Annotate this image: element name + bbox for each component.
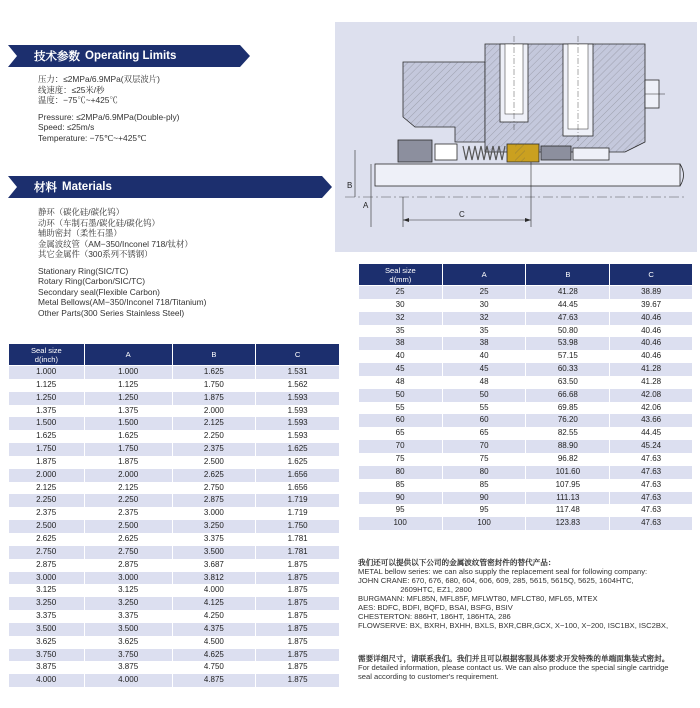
table-cell: 38.89: [610, 286, 693, 299]
table-cell: 76.20: [526, 414, 610, 427]
table-cell: 95: [359, 504, 443, 517]
table-cell: 1.375: [9, 405, 85, 418]
table-cell: 69.85: [526, 402, 610, 415]
table-cell: 1.625: [256, 443, 340, 456]
table-cell: 38: [442, 337, 526, 350]
table-cell: 4.750: [172, 661, 256, 674]
table-row: [359, 479, 693, 492]
table-cell: 1.719: [256, 494, 340, 507]
inch-header-size: Seal size d(inch): [9, 344, 85, 366]
table-cell: 55: [442, 402, 526, 415]
operating-limits-header: [8, 45, 240, 67]
table-row: [359, 286, 693, 299]
table-row: [9, 392, 340, 405]
table-cell: 117.48: [526, 504, 610, 517]
table-cell: 2.500: [84, 520, 172, 533]
replacement-line: JOHN CRANE: 670, 676, 680, 604, 606, 609, 285, 5615, 5615Q, 5625, 1604HTC,: [358, 576, 634, 585]
operating-en-line: Temperature: −75℃~+425℃: [38, 132, 147, 143]
table-cell: 43.66: [610, 414, 693, 427]
table-row: [9, 661, 340, 674]
table-cell: 70: [359, 440, 443, 453]
table-cell: 40.46: [610, 350, 693, 363]
custom-line: 需要详细尺寸，请联系我们。我们并且可以根据客服具体要求开发特殊的单端面集装式密封。: [358, 654, 670, 663]
table-row: [359, 325, 693, 338]
table-row: [9, 494, 340, 507]
table-row: [9, 584, 340, 597]
table-cell: 1.875: [84, 456, 172, 469]
table-cell: 1.875: [256, 597, 340, 610]
table-cell: 47.63: [610, 517, 693, 530]
table-cell: 1.719: [256, 507, 340, 520]
table-cell: 4.250: [172, 610, 256, 623]
table-cell: 1.656: [256, 469, 340, 482]
materials-cn-line: 动环（车制石墨/碳化硅/碳化钨）: [38, 217, 160, 228]
table-cell: 47.63: [610, 466, 693, 479]
replacement-line: BURGMANN: MFL85N, MFL85F, MFLWT80, MFLCT80, MFL65, MTEX: [358, 594, 598, 603]
table-cell: 3.125: [9, 584, 85, 597]
table-cell: 70: [442, 440, 526, 453]
table-cell: 1.250: [9, 392, 85, 405]
header-arrow-icon: [8, 176, 17, 198]
table-row: [9, 533, 340, 546]
materials-en-line: Metal Bellows(AM−350/Inconel 718/Titanium): [38, 297, 207, 307]
stationary-ring: [398, 140, 432, 162]
table-cell: 3.500: [84, 623, 172, 636]
table-cell: 35: [359, 325, 443, 338]
table-cell: 123.83: [526, 517, 610, 530]
table-cell: 1.125: [84, 379, 172, 392]
table-cell: 2.250: [9, 494, 85, 507]
table-cell: 3.875: [9, 661, 85, 674]
inch-header-c: C: [256, 344, 340, 366]
table-cell: 2.875: [84, 559, 172, 572]
table-cell: 41.28: [610, 376, 693, 389]
table-cell: 1.875: [172, 392, 256, 405]
dim-label-c: C: [459, 210, 465, 219]
operating-en-line: Speed: ≤25m/s: [38, 122, 95, 132]
table-cell: 47.63: [610, 492, 693, 505]
table-cell: 1.875: [256, 636, 340, 649]
table-row: [9, 572, 340, 585]
table-cell: 1.250: [84, 392, 172, 405]
table-row: [9, 546, 340, 559]
table-cell: 3.250: [84, 597, 172, 610]
table-cell: 1.593: [256, 430, 340, 443]
materials-cn-line: 辅助密封（柔性石墨）: [38, 228, 122, 238]
operating-title-cn: 技术参数: [34, 51, 80, 63]
materials-text: [38, 207, 206, 318]
table-cell: 3.750: [9, 649, 85, 662]
table-cell: 2.125: [172, 417, 256, 430]
table-row: [359, 440, 693, 453]
table-row: [9, 366, 340, 379]
table-cell: 45: [442, 363, 526, 376]
table-cell: 35: [442, 325, 526, 338]
table-cell: 3.000: [9, 572, 85, 585]
table-cell: 25: [359, 286, 443, 299]
table-cell: 3.375: [172, 533, 256, 546]
operating-cn-line: 压力：≤2MPa/6.9MPa(双层波片): [38, 74, 160, 84]
table-cell: 44.45: [610, 427, 693, 440]
table-cell: 40.46: [610, 312, 693, 325]
table-row: [359, 376, 693, 389]
table-cell: 1.875: [256, 649, 340, 662]
table-cell: 3.750: [84, 649, 172, 662]
table-cell: 47.63: [610, 479, 693, 492]
table-cell: 2.625: [9, 533, 85, 546]
table-cell: 60: [359, 414, 443, 427]
table-row: [359, 299, 693, 312]
table-cell: 50: [442, 389, 526, 402]
replacement-line: CHESTERTON: 886HT, 186HT, 186HTA, 286: [358, 612, 511, 621]
table-cell: 1.875: [9, 456, 85, 469]
materials-cn-line: 金属波纹管（AM−350/Inconel 718/钛材）: [38, 238, 193, 249]
table-cell: 1.750: [256, 520, 340, 533]
table-cell: 4.375: [172, 623, 256, 636]
table-cell: 32: [442, 312, 526, 325]
table-cell: 3.625: [9, 636, 85, 649]
materials-header: [8, 176, 322, 198]
replacement-line: 2609HTC, EZ1, 2800: [358, 585, 472, 594]
table-cell: 1.875: [256, 623, 340, 636]
table-row: [9, 417, 340, 430]
table-cell: 96.82: [526, 453, 610, 466]
table-cell: 45.24: [610, 440, 693, 453]
table-cell: 4.000: [84, 674, 172, 687]
table-row: [359, 492, 693, 505]
table-cell: 55: [359, 402, 443, 415]
table-cell: 1.593: [256, 392, 340, 405]
table-cell: 38: [359, 337, 443, 350]
mm-header-a: A: [442, 264, 526, 286]
table-cell: 1.593: [256, 405, 340, 418]
table-cell: 4.500: [172, 636, 256, 649]
table-cell: 4.000: [172, 584, 256, 597]
mm-header-c: C: [610, 264, 693, 286]
table-cell: 4.875: [172, 674, 256, 687]
table-cell: 85: [442, 479, 526, 492]
table-cell: 4.625: [172, 649, 256, 662]
table-cell: 47.63: [526, 312, 610, 325]
materials-en-line: Stationary Ring(SIC/TC): [38, 265, 129, 276]
table-cell: 75: [442, 453, 526, 466]
table-cell: 48: [442, 376, 526, 389]
table-cell: 2.375: [172, 443, 256, 456]
dim-label-b: B: [347, 181, 353, 190]
table-cell: 42.08: [610, 389, 693, 402]
table-cell: 3.125: [84, 584, 172, 597]
table-cell: 2.750: [9, 546, 85, 559]
table-cell: 60: [442, 414, 526, 427]
table-cell: 66.68: [526, 389, 610, 402]
inch-table-body: [9, 366, 340, 688]
table-cell: 41.28: [610, 363, 693, 376]
table-row: [9, 379, 340, 392]
operating-title-en: Operating Limits: [85, 50, 177, 62]
table-cell: 2.000: [84, 469, 172, 482]
replacement-line: AES: BDFC, BDFI, BQFD, BSAI, BSFG, BSIV: [358, 603, 513, 612]
table-cell: 1.562: [256, 379, 340, 392]
table-row: [9, 610, 340, 623]
table-cell: 2.125: [9, 482, 85, 495]
table-cell: 4.000: [9, 674, 85, 687]
table-cell: 3.875: [84, 661, 172, 674]
table-row: [359, 427, 693, 440]
table-cell: 1.000: [9, 366, 85, 379]
table-cell: 95: [442, 504, 526, 517]
materials-en-line: Secondary seal(Flexible Carbon): [38, 286, 160, 297]
table-cell: 1.375: [84, 405, 172, 418]
materials-cn-line: 静环（碳化硅/碳化钨）: [38, 207, 125, 217]
replacement-line: FLOWSERVE: BX, BXRH, BXHH, BXLS, BXR,CBR,GCX, X−100, X−200, ISC1BX, ISC2BX,: [358, 621, 669, 630]
table-cell: 1.625: [172, 366, 256, 379]
table-cell: 80: [442, 466, 526, 479]
table-cell: 2.250: [84, 494, 172, 507]
table-cell: 50: [359, 389, 443, 402]
table-row: [359, 466, 693, 479]
table-cell: 2.375: [9, 507, 85, 520]
sleeve-collar: [541, 146, 571, 160]
table-cell: 1.500: [84, 417, 172, 430]
table-cell: 2.125: [84, 482, 172, 495]
operating-cn-line: 温度：−75℃~+425℃: [38, 95, 118, 105]
table-cell: 90: [442, 492, 526, 505]
table-cell: 30: [442, 299, 526, 312]
table-cell: 1.625: [256, 456, 340, 469]
table-cell: 1.750: [84, 443, 172, 456]
table-cell: 40: [442, 350, 526, 363]
table-cell: 2.250: [172, 430, 256, 443]
table-cell: 1.781: [256, 546, 340, 559]
inch-size-table: [8, 343, 340, 687]
table-cell: 1.875: [256, 572, 340, 585]
table-cell: 3.250: [9, 597, 85, 610]
table-cell: 3.375: [9, 610, 85, 623]
table-cell: 3.000: [84, 572, 172, 585]
table-cell: 47.63: [610, 453, 693, 466]
table-cell: 25: [442, 286, 526, 299]
materials-cn-line: 其它金属件（300系列不锈钢）: [38, 249, 153, 259]
table-cell: 100: [442, 517, 526, 530]
table-row: [9, 456, 340, 469]
table-row: [359, 363, 693, 376]
table-cell: 40.46: [610, 337, 693, 350]
table-cell: 2.000: [9, 469, 85, 482]
custom-line: seal according to customer's requirement.: [358, 672, 499, 681]
table-cell: 3.625: [84, 636, 172, 649]
table-row: [359, 337, 693, 350]
table-cell: 1.875: [256, 661, 340, 674]
operating-en-line: Pressure: ≤2MPa/6.9MPa(Double-ply): [38, 111, 180, 122]
custom-line: For detailed information, please contact us. We can also produce the special single cartridge: [358, 663, 669, 672]
table-cell: 40: [359, 350, 443, 363]
inch-header-b: B: [172, 344, 256, 366]
table-cell: 3.687: [172, 559, 256, 572]
materials-en-line: Rotary Ring(Carbon/SIC/TC): [38, 276, 146, 286]
custom-notes: [358, 654, 693, 681]
table-cell: 2.750: [172, 482, 256, 495]
mm-header-size: Seal size d(mm): [359, 264, 443, 286]
table-cell: 65: [442, 427, 526, 440]
table-row: [359, 517, 693, 530]
operating-limits-text: [38, 74, 179, 143]
table-cell: 3.812: [172, 572, 256, 585]
table-cell: 53.98: [526, 337, 610, 350]
table-cell: 2.000: [172, 405, 256, 418]
table-cell: 32: [359, 312, 443, 325]
table-cell: 107.95: [526, 479, 610, 492]
table-cell: 82.55: [526, 427, 610, 440]
table-row: [359, 414, 693, 427]
table-row: [9, 623, 340, 636]
table-cell: 2.625: [172, 469, 256, 482]
table-cell: 39.67: [610, 299, 693, 312]
table-row: [9, 520, 340, 533]
table-cell: 50.80: [526, 325, 610, 338]
table-cell: 88.90: [526, 440, 610, 453]
table-row: [9, 430, 340, 443]
table-row: [9, 674, 340, 687]
table-row: [9, 405, 340, 418]
table-cell: 1.593: [256, 417, 340, 430]
table-cell: 1.500: [9, 417, 85, 430]
table-cell: 1.875: [256, 610, 340, 623]
table-cell: 1.531: [256, 366, 340, 379]
table-row: [9, 649, 340, 662]
header-arrow-icon: [8, 45, 17, 67]
table-cell: 1.000: [84, 366, 172, 379]
shaft: [375, 164, 680, 186]
table-cell: 41.28: [526, 286, 610, 299]
table-cell: 40.46: [610, 325, 693, 338]
table-cell: 2.375: [84, 507, 172, 520]
table-cell: 42.06: [610, 402, 693, 415]
table-cell: 1.750: [9, 443, 85, 456]
table-row: [9, 443, 340, 456]
table-cell: 30: [359, 299, 443, 312]
table-row: [359, 312, 693, 325]
table-cell: 75: [359, 453, 443, 466]
table-row: [9, 559, 340, 572]
mm-header-b: B: [526, 264, 610, 286]
mm-table-body: [359, 286, 693, 531]
table-cell: 3.250: [172, 520, 256, 533]
table-row: [359, 402, 693, 415]
table-row: [9, 482, 340, 495]
table-cell: 45: [359, 363, 443, 376]
table-cell: 101.60: [526, 466, 610, 479]
table-row: [359, 350, 693, 363]
table-cell: 2.500: [9, 520, 85, 533]
table-cell: 2.500: [172, 456, 256, 469]
seal-cross-section-diagram: [335, 22, 697, 252]
table-cell: 2.625: [84, 533, 172, 546]
table-cell: 111.13: [526, 492, 610, 505]
table-cell: 57.15: [526, 350, 610, 363]
table-row: [9, 636, 340, 649]
table-row: [9, 469, 340, 482]
inch-header-a: A: [84, 344, 172, 366]
table-cell: 1.875: [256, 584, 340, 597]
table-cell: 1.875: [256, 559, 340, 572]
materials-title-cn: 材料: [34, 182, 57, 194]
mm-size-table: [358, 263, 693, 530]
table-cell: 2.750: [84, 546, 172, 559]
table-cell: 85: [359, 479, 443, 492]
materials-en-line: Other Parts(300 Series Stainless Steel): [38, 307, 185, 318]
table-cell: 48: [359, 376, 443, 389]
table-cell: 90: [359, 492, 443, 505]
table-cell: 3.500: [172, 546, 256, 559]
dim-label-a: A: [363, 201, 369, 210]
table-row: [9, 597, 340, 610]
table-cell: 100: [359, 517, 443, 530]
table-cell: 44.45: [526, 299, 610, 312]
table-row: [359, 389, 693, 402]
table-cell: 1.750: [172, 379, 256, 392]
table-cell: 3.375: [84, 610, 172, 623]
table-cell: 3.500: [9, 623, 85, 636]
replacement-line: METAL bellow series: we can also supply the replacement seal for following company:: [358, 567, 648, 576]
table-row: [359, 453, 693, 466]
table-cell: 1.125: [9, 379, 85, 392]
table-cell: 1.656: [256, 482, 340, 495]
table-cell: 2.875: [172, 494, 256, 507]
replacement-notes: [358, 558, 693, 630]
table-cell: 2.875: [9, 559, 85, 572]
table-cell: 1.781: [256, 533, 340, 546]
table-cell: 3.000: [172, 507, 256, 520]
table-row: [359, 504, 693, 517]
table-cell: 80: [359, 466, 443, 479]
table-cell: 1.875: [256, 674, 340, 687]
table-cell: 1.625: [84, 430, 172, 443]
table-cell: 47.63: [610, 504, 693, 517]
table-cell: 65: [359, 427, 443, 440]
table-cell: 60.33: [526, 363, 610, 376]
table-cell: 63.50: [526, 376, 610, 389]
replacement-line: 我们还可以提供以下公司的金属波纹管密封件的替代产品：: [358, 558, 556, 567]
table-cell: 4.125: [172, 597, 256, 610]
table-row: [9, 507, 340, 520]
operating-cn-line: 线速度：≤25米/秒: [38, 84, 105, 95]
materials-title-en: Materials: [62, 181, 112, 193]
table-cell: 1.625: [9, 430, 85, 443]
